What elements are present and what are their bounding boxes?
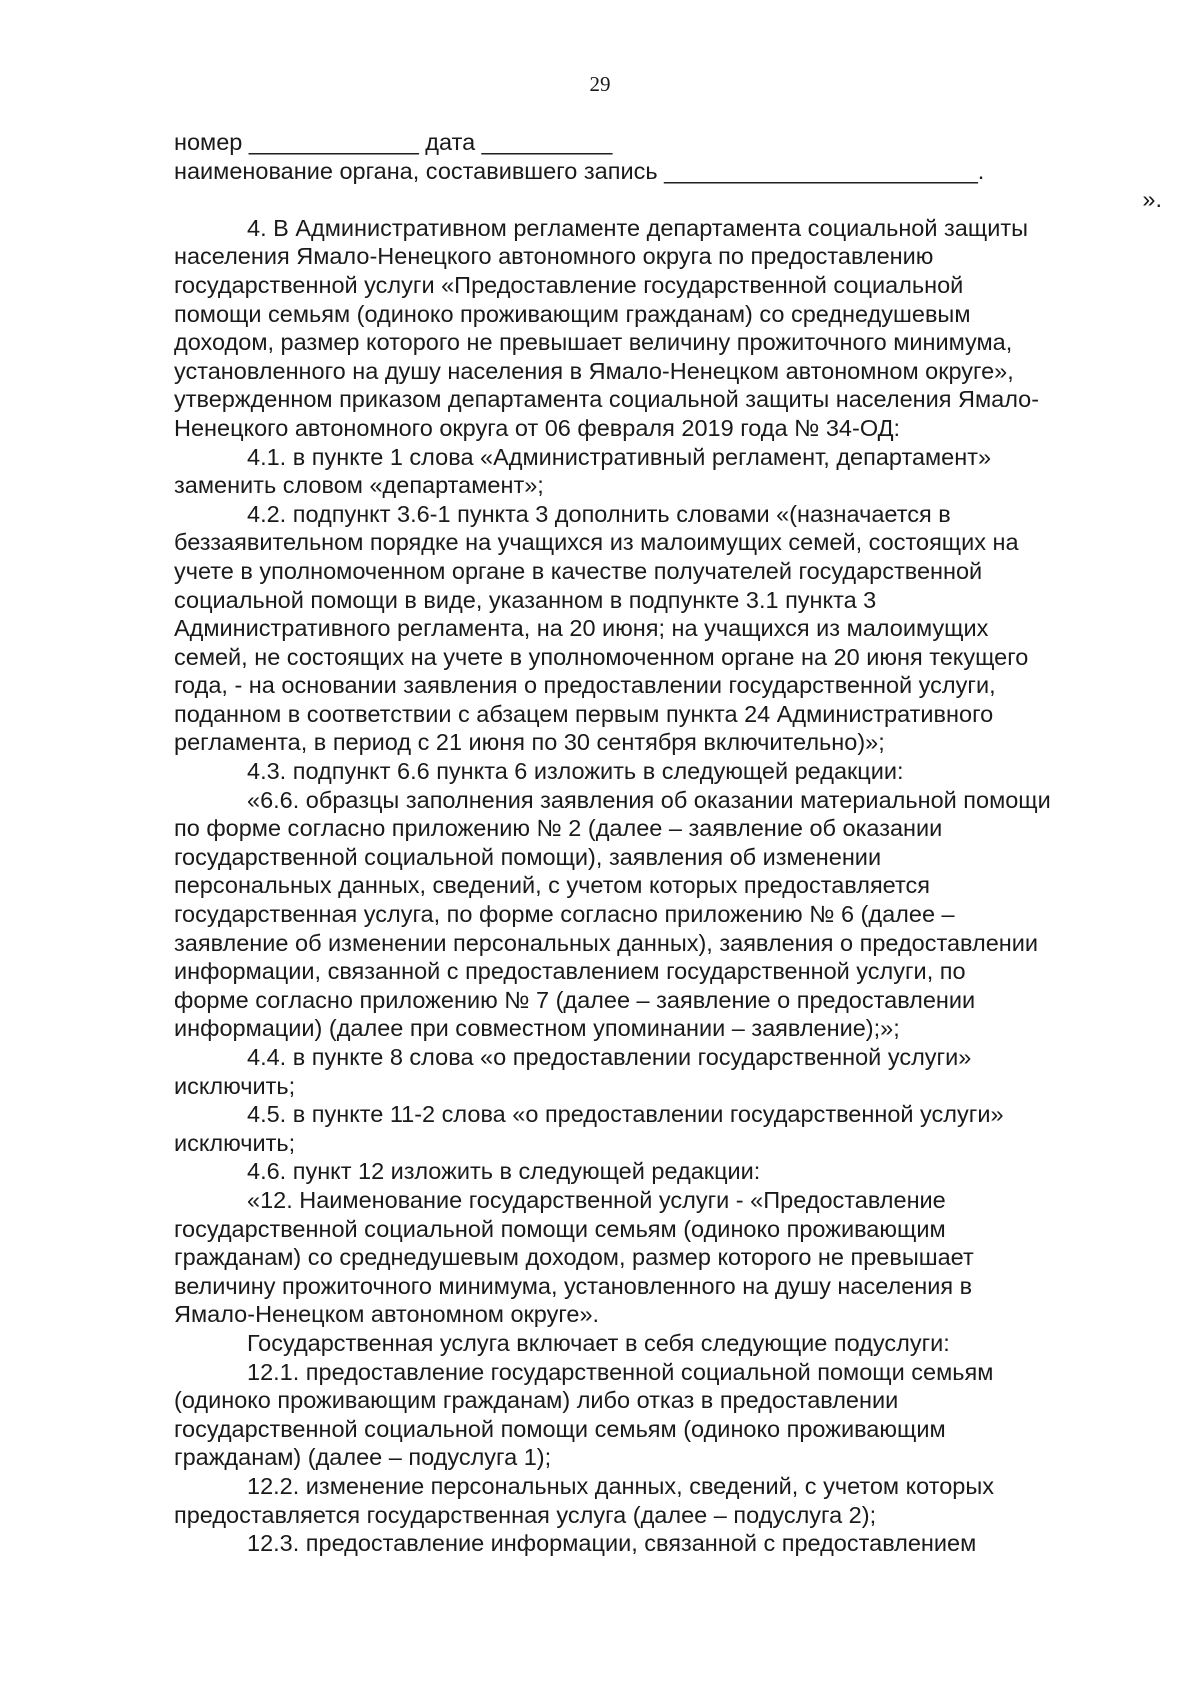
text-line: 4. В Административном регламенте департамента социальной защиты <box>247 214 1028 241</box>
text-line: Ямало-Ненецком автономном округе». <box>174 1301 600 1328</box>
text-line: гражданам) (далее – подуслуга 1); <box>174 1444 552 1471</box>
text-line: 12.1. предоставление государственной социальной помощи семьям <box>247 1358 994 1385</box>
text-line: 12.3. предоставление информации, связанной с предоставлением <box>247 1530 977 1557</box>
text-line: государственной социальной помощи семьям (одиноко проживающим <box>174 1415 946 1442</box>
text-line: государственной социальной помощи), заявления об изменении <box>174 843 882 870</box>
text-line: персональных данных, сведений, с учетом которых предоставляется <box>174 872 930 899</box>
text-line: 4.3. подпункт 6.6 пункта 6 изложить в следующей редакции: <box>247 758 904 785</box>
text-line: форме согласно приложению № 7 (далее – заявление о предоставлении <box>174 986 976 1013</box>
text-line: Ненецкого автономного округа от 06 февраля 2019 года № 34-ОД: <box>174 414 901 441</box>
paragraph-item-4 <box>174 214 1162 443</box>
text-line: информации, связанной с предоставлением государственной услуги, по <box>174 958 966 985</box>
text-line: 4.2. подпункт 3.6-1 пункта 3 дополнить словами «(назначается в <box>247 500 951 527</box>
closing-quote: ». <box>1142 186 1162 213</box>
text-line: 4.6. пункт 12 изложить в следующей редакции: <box>247 1158 761 1185</box>
text-line: «12. Наименование государственной услуги - «Предоставление <box>247 1186 946 1213</box>
text-line: учете в уполномоченном органе в качестве получателей государственной <box>174 557 983 584</box>
document-body <box>174 128 1162 1558</box>
text-line: величину прожиточного минимума, установленного на душу населения в <box>174 1272 973 1299</box>
form-line-authority: наименование органа, составившего запись ________________________. <box>174 157 985 184</box>
text-line: государственной социальной помощи семьям (одиноко проживающим <box>174 1215 946 1242</box>
paragraph-item-4-5 <box>174 1100 1162 1157</box>
paragraph-item-4-1 <box>174 443 1162 500</box>
text-line: доходом, размер которого не превышает величину прожиточного минимума, <box>174 329 1013 356</box>
text-line: населения Ямало-Ненецкого автономного округа по предоставлению <box>174 243 934 270</box>
text-line: года, - на основании заявления о предоставлении государственной услуги, <box>174 672 996 699</box>
text-line: 12.2. изменение персональных данных, сведений, с учетом которых <box>247 1472 994 1499</box>
text-line: семей, не состоящих на учете в уполномоченном органе на 20 июня текущего <box>174 643 1029 670</box>
text-line: 4.5. в пункте 11-2 слова «о предоставлении государственной услуги» <box>247 1101 1004 1128</box>
paragraph-item-4-3 <box>174 757 1162 1043</box>
text-line: Государственная услуга включает в себя следующие подуслуги: <box>247 1329 950 1356</box>
text-line: государственной услуги «Предоставление государственной социальной <box>174 271 964 298</box>
text-line: регламента, в период с 21 июня по 30 сентября включительно)»; <box>174 729 885 756</box>
page-number: 29 <box>589 72 611 96</box>
text-line: исключить; <box>174 1129 296 1156</box>
text-line: информации) (далее при совместном упоминании – заявление);»; <box>174 1015 900 1042</box>
text-line: поданном в соответствии с абзацем первым пункта 24 Административного <box>174 700 994 727</box>
text-line: 4.1. в пункте 1 слова «Административный регламент, департамент» <box>247 443 992 470</box>
paragraph-item-12-2 <box>174 1472 1162 1529</box>
paragraph-item-4-2 <box>174 500 1162 757</box>
text-line: установленного на душу населения в Ямало-Ненецком автономном округе», <box>174 357 1014 384</box>
text-line: Административного регламента, на 20 июня; на учащихся из малоимущих <box>174 615 989 642</box>
text-line: государственная услуга, по форме согласно приложению № 6 (далее – <box>174 901 955 928</box>
text-line: гражданам) со среднедушевым доходом, размер которого не превышает <box>174 1244 974 1271</box>
text-line: заменить словом «департамент»; <box>174 472 544 499</box>
paragraph-item-4-6 <box>174 1157 1162 1357</box>
paragraph-item-12-3 <box>174 1529 1162 1558</box>
paragraph-item-4-4 <box>174 1043 1162 1100</box>
paragraph-item-12-1 <box>174 1358 1162 1472</box>
text-line: по форме согласно приложению № 2 (далее – заявление об оказании <box>174 815 943 842</box>
form-line-number-date: номер _____________ дата __________ <box>174 129 613 155</box>
text-line: предоставляется государственная услуга (далее – подуслуга 2); <box>174 1501 877 1528</box>
text-line: исключить; <box>174 1072 296 1099</box>
text-line: (одиноко проживающим гражданам) либо отказ в предоставлении <box>174 1387 899 1414</box>
text-line: заявление об изменении персональных данных), заявления о предоставлении <box>174 929 1039 956</box>
text-line: беззаявительном порядке на учащихся из малоимущих семей, состоящих на <box>174 529 1019 556</box>
text-line: 4.4. в пункте 8 слова «о предоставлении государственной услуги» <box>247 1044 972 1070</box>
text-line: помощи семьям (одиноко проживающим гражданам) со среднедушевым <box>174 300 971 327</box>
text-line: «6.6. образцы заполнения заявления об оказании материальной помощи <box>247 786 1051 813</box>
text-line: социальной помощи в виде, указанном в подпункте 3.1 пункта 3 <box>174 586 877 613</box>
text-line: утвержденном приказом департамента социальной защиты населения Ямало- <box>174 386 1040 413</box>
